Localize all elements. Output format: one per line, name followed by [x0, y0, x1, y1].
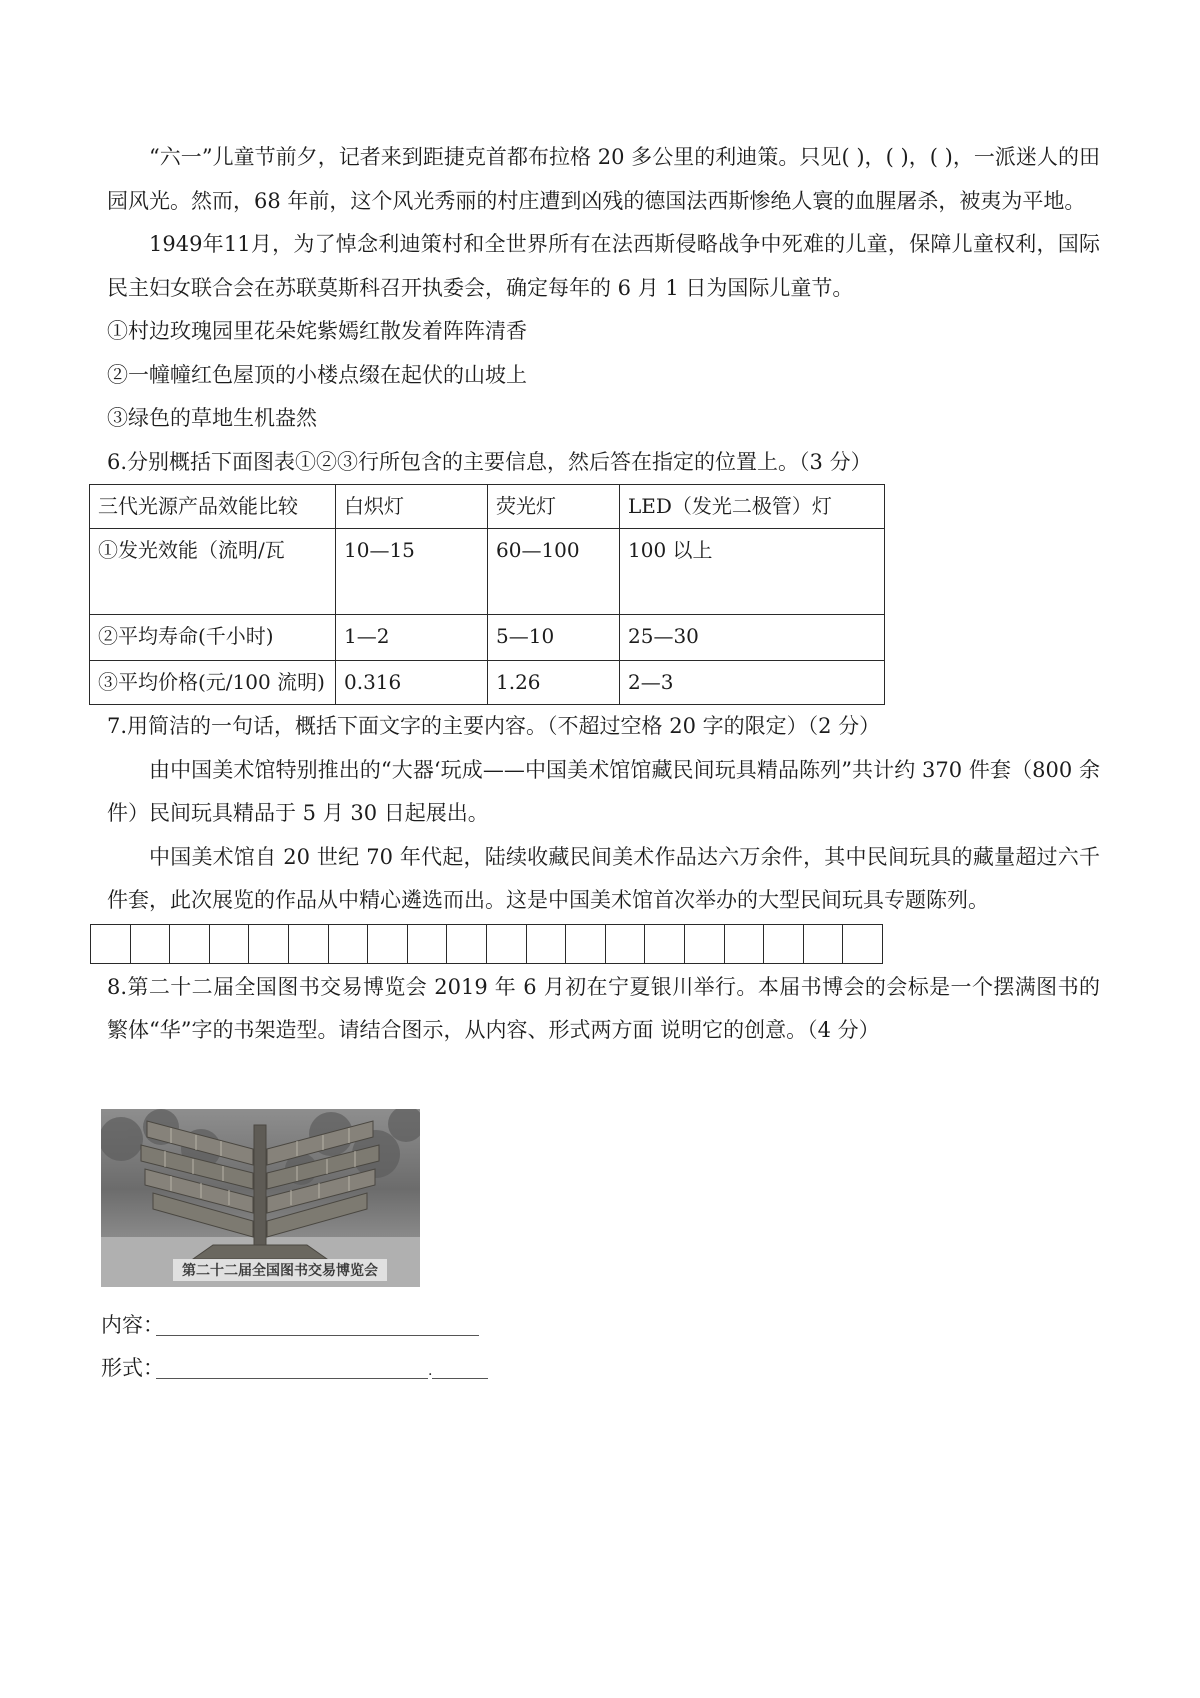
form-answer-separator: .	[428, 1363, 433, 1379]
table-header-row	[90, 485, 885, 529]
light-source-comparison-table	[89, 484, 885, 705]
table-cell: 0.316	[336, 661, 488, 705]
answer-grid-cell	[289, 925, 329, 963]
answer-grid-cell	[329, 925, 369, 963]
table-row	[90, 615, 885, 661]
question-8-prompt: 8.第二十二届全国图书交易博览会 2019 年 6 月初在宁夏银川举行。本届书博会的会标是一个摆满图书的繁体“华”字的书架造型。请结合图示，从内容、形式两方面 说明它的创意。（4 分）	[107, 974, 1100, 1042]
table-cell: ②平均寿命(千小时)	[90, 615, 336, 661]
content-answer-label: 内容：	[101, 1312, 164, 1337]
question-7-prompt: 7.用简洁的一句话，概括下面文字的主要内容。（不超过空格 20 字的限定）（2 分）	[107, 714, 881, 738]
question-6-prompt: 6.分别概括下面图表①②③行所包含的主要信息，然后答在指定的位置上。（3 分）	[107, 449, 872, 474]
table-cell: 10—15	[336, 529, 488, 615]
answer-grid-cell	[725, 925, 765, 963]
form-answer-blank-tail	[432, 1377, 488, 1379]
table-cell: 5—10	[488, 615, 620, 661]
answer-grid-cell	[447, 925, 487, 963]
table-row	[90, 661, 885, 705]
passage-paragraph-2: 1949年11月，为了悼念利迪策村和全世界所有在法西斯侵略战争中死难的儿童，保障儿童权利，国际民主妇女联合会在苏联莫斯科召开执委会，确定每年的 6 月 1 日为国际儿童节。	[107, 232, 1100, 300]
passage-paragraph-1: “六一”儿童节前夕，记者来到距捷克首都布拉格 20 多公里的利迪策。只见( )，( )，( )，一派迷人的田园风光。然而，68 年前，这个风光秀丽的村庄遭到凶残的德国法西斯惨绝人寰的血腥屠杀，被夷为平地。	[107, 145, 1100, 213]
answer-grid-cell	[645, 925, 685, 963]
content-answer-blank	[156, 1334, 479, 1336]
table-cell: 1—2	[336, 615, 488, 661]
table-cell: 100 以上	[620, 529, 885, 615]
option-item: ③绿色的草地生机盎然	[107, 406, 317, 430]
table-cell: 60—100	[488, 529, 620, 615]
option-item: ②一幢幢红色屋顶的小楼点缀在起伏的山坡上	[107, 362, 527, 387]
form-answer-line	[101, 1347, 1100, 1394]
answer-grid-cell	[210, 925, 250, 963]
answer-grid-cell	[170, 925, 210, 963]
option-item: ①村边玫瑰园里花朵姹紫嫣红散发着阵阵清香	[107, 319, 527, 343]
form-answer-blank	[156, 1377, 428, 1379]
table-cell: ①发光效能（流明/瓦	[90, 529, 336, 615]
table-header-cell: 白炽灯	[336, 485, 488, 529]
table-row	[90, 529, 885, 615]
answer-grid-cell	[843, 925, 882, 963]
answer-grid-cell	[131, 925, 171, 963]
answer-grid-cell	[566, 925, 606, 963]
answer-grid-cell	[606, 925, 646, 963]
table-cell: 1.26	[488, 661, 620, 705]
form-answer-label: 形式：	[101, 1356, 164, 1380]
answer-grid-cell	[804, 925, 844, 963]
answer-grid-cell	[368, 925, 408, 963]
question-7-passage-paragraph: 中国美术馆自 20 世纪 70 年代起，陆续收藏民间美术作品达六万余件，其中民间玩具的藏量超过六千件套，此次展览的作品从中精心遴选而出。这是中国美术馆首次举办的大型民间玩具专题陈列。	[107, 844, 1100, 912]
table-cell: 25—30	[620, 615, 885, 661]
content-answer-line	[101, 1304, 1100, 1348]
answer-grid-cell	[527, 925, 567, 963]
answer-grid-cell	[91, 925, 131, 963]
book-fair-logo-photo	[101, 1109, 420, 1287]
table-header-cell: 荧光灯	[488, 485, 620, 529]
answer-grid-cell	[408, 925, 448, 963]
question-7-passage-paragraph: 由中国美术馆特别推出的“大器‘玩成——中国美术馆馆藏民间玩具精品陈列”共计约 370 件套（800 余件）民间玩具精品于 5 月 30 日起展出。	[107, 757, 1100, 825]
table-header-cell: LED（发光二极管）灯	[620, 485, 885, 529]
answer-grid-cell	[764, 925, 804, 963]
table-cell: ③平均价格(元/100 流明)	[90, 661, 336, 705]
table-cell: 2—3	[620, 661, 885, 705]
photo-caption: 第二十二届全国图书交易博览会	[182, 1262, 378, 1279]
answer-grid-cell	[685, 925, 725, 963]
answer-grid-cell	[249, 925, 289, 963]
answer-character-grid	[90, 924, 883, 964]
table-header-cell: 三代光源产品效能比较	[90, 485, 336, 529]
answer-grid-cell	[487, 925, 527, 963]
